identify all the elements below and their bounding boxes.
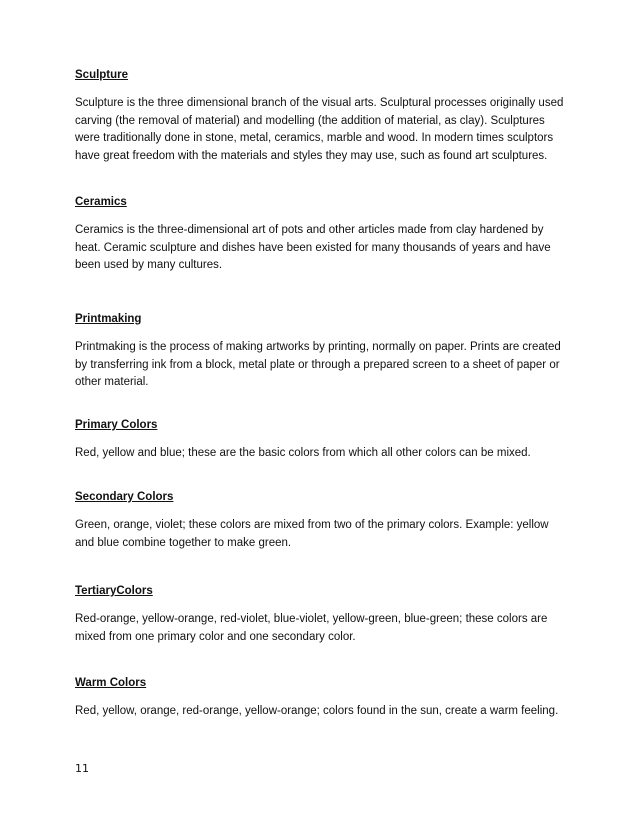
section-heading: Secondary Colors: [75, 491, 174, 503]
section-secondary-colors: [75, 490, 575, 552]
body-line: were traditionally done in stone, metal, ceramics, marble and wood. In modern times sculptors: [75, 132, 554, 144]
section-warm-colors: [75, 676, 575, 721]
section-body: [75, 432, 575, 463]
body-line: Ceramics is the three-dimensional art of pots and other articles made from clay hardened by: [75, 224, 544, 236]
body-line: by transferring ink from a block, metal plate or through a prepared screen to a sheet of paper or: [75, 358, 560, 371]
section-body: [75, 209, 575, 275]
section-heading: Sculpture: [75, 69, 129, 81]
section-body: [75, 598, 575, 646]
section-primary-colors: [75, 418, 575, 463]
section-ceramics: [75, 195, 575, 275]
body-line: other material.: [75, 376, 149, 388]
section-body: [75, 326, 575, 392]
body-line: Red, yellow, orange, red-orange, yellow-orange; colors found in the sun, create a warm feeling.: [75, 705, 559, 717]
section-body: [75, 504, 575, 552]
body-line: Printmaking is the process of making artworks by printing, normally on paper. Prints are created: [75, 341, 561, 353]
body-line: heat. Ceramic sculpture and dishes have been existed for many thousands of years and have: [75, 241, 551, 254]
section-body: [75, 82, 575, 165]
page-number: 11: [75, 762, 89, 775]
body-line: been used by many cultures.: [75, 259, 223, 271]
body-line: and blue combine together to make green.: [75, 536, 292, 549]
section-printmaking: [75, 312, 575, 392]
body-line: Red, yellow and blue; these are the basic colors from which all other colors can be mixed.: [75, 447, 531, 459]
section-heading: Ceramics: [75, 196, 127, 208]
body-line: Sculpture is the three dimensional branch of the visual arts. Sculptural processes originally used: [75, 97, 564, 109]
body-line: Red-orange, yellow-orange, red-violet, blue-violet, yellow-green, blue-green; these colors are: [75, 613, 548, 625]
section-body: [75, 690, 575, 721]
body-line: carving (the removal of material) and modelling (the addition of material, as clay). Sculptures: [75, 114, 545, 127]
body-line: mixed from one primary color and one secondary color.: [75, 630, 356, 643]
section-heading: Printmaking: [75, 313, 142, 325]
section-heading: Primary Colors: [75, 419, 158, 431]
body-line: Green, orange, violet; these colors are mixed from two of the primary colors. Example: yellow: [75, 519, 549, 531]
body-line: have great freedom with the materials and styles they may use, such as found art sculptures.: [75, 149, 548, 162]
section-heading: Warm Colors: [75, 677, 147, 689]
section-sculpture: [75, 68, 575, 165]
section-heading: TertiaryColors: [75, 585, 153, 597]
section-tertiary-colors: [75, 584, 575, 646]
